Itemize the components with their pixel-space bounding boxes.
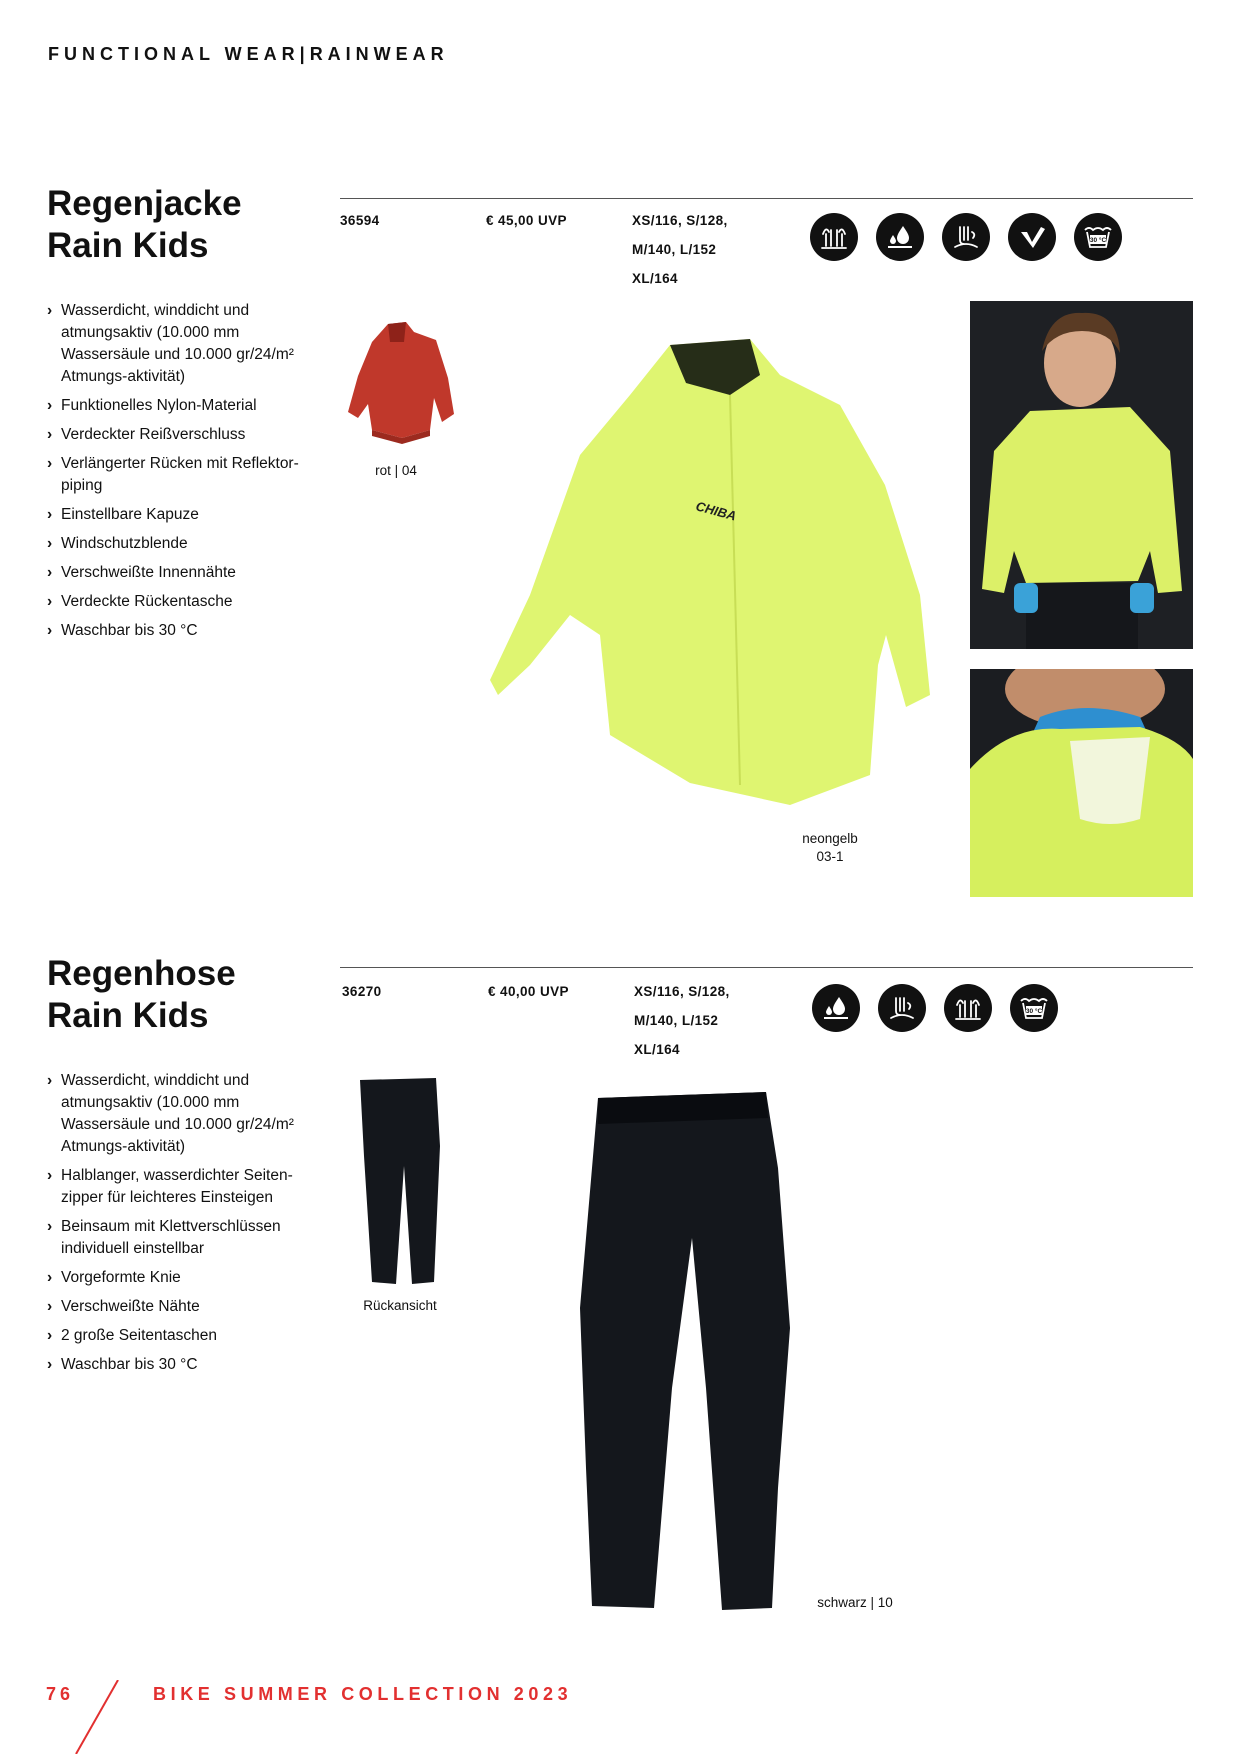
waterproof-icon bbox=[876, 213, 924, 261]
footer-slash bbox=[72, 1680, 122, 1754]
size-list bbox=[634, 977, 730, 1064]
variant-caption-line2: 03-1 bbox=[816, 849, 844, 864]
feature-item: › Waschbar bis 30 °C bbox=[47, 620, 317, 642]
variant-caption: Rückansicht bbox=[363, 1298, 437, 1313]
brand-logo: CHIBA bbox=[694, 498, 738, 524]
feature-item: › 2 große Seitentaschen bbox=[47, 1325, 317, 1347]
divider bbox=[340, 198, 1193, 199]
variant-caption bbox=[780, 830, 880, 866]
feature-item: › Verdeckter Reißverschluss bbox=[47, 424, 317, 446]
jacket-red-image bbox=[344, 318, 456, 446]
care-icons bbox=[812, 984, 1058, 1032]
jacket-neon-image bbox=[490, 335, 930, 810]
breathable-icon bbox=[810, 213, 858, 261]
section-header: FUNCTIONAL WEAR|RAINWEAR bbox=[48, 44, 449, 64]
feature-item: › Verlängerter Rücken mit Reflektor-piping bbox=[47, 453, 317, 497]
reflective-icon bbox=[1008, 213, 1056, 261]
care-icons bbox=[810, 213, 1122, 261]
windproof-icon bbox=[878, 984, 926, 1032]
variant-caption: schwarz | 10 bbox=[817, 1595, 893, 1610]
variant-caption: rot | 04 bbox=[375, 463, 417, 478]
wash-30-icon bbox=[1010, 984, 1058, 1032]
product-title-line1: Regenhose bbox=[47, 954, 236, 993]
model-photo-front bbox=[970, 301, 1193, 649]
pants-front-image bbox=[578, 1088, 792, 1612]
wash-label: 30 °C bbox=[1025, 1008, 1043, 1015]
size-line: XL/164 bbox=[634, 1042, 680, 1057]
article-number: 36270 bbox=[342, 984, 382, 999]
page-number: 76 bbox=[46, 1684, 75, 1704]
wash-30-icon bbox=[1074, 213, 1122, 261]
product-title-line1: Regenjacke bbox=[47, 184, 242, 223]
breathable-icon bbox=[944, 984, 992, 1032]
size-line: XS/116, S/128, bbox=[632, 213, 728, 228]
feature-list bbox=[47, 300, 317, 649]
product-title-jacket bbox=[47, 183, 242, 267]
price: € 40,00 UVP bbox=[488, 984, 569, 999]
size-list bbox=[632, 206, 728, 293]
product-title-line2: Rain Kids bbox=[47, 226, 209, 265]
feature-item: › Wasserdicht, winddicht und atmungsaktiv (10.000 mm Wassersäule und 10.000 gr/24/m² Atmungs-aktivität) bbox=[47, 300, 317, 388]
size-line: M/140, L/152 bbox=[632, 242, 717, 257]
divider bbox=[340, 967, 1193, 968]
feature-item: › Verdeckte Rückentasche bbox=[47, 591, 317, 613]
model-photo-back bbox=[970, 669, 1193, 897]
feature-list bbox=[47, 1070, 317, 1383]
size-line: XL/164 bbox=[632, 271, 678, 286]
windproof-icon bbox=[942, 213, 990, 261]
feature-item: › Beinsaum mit Klettverschlüssen individuell einstellbar bbox=[47, 1216, 317, 1260]
feature-item: › Halblanger, wasserdichter Seiten-zipper für leichteres Einsteigen bbox=[47, 1165, 317, 1209]
size-line: XS/116, S/128, bbox=[634, 984, 730, 999]
variant-caption-line1: neongelb bbox=[802, 831, 858, 846]
price: € 45,00 UVP bbox=[486, 213, 567, 228]
feature-item: › Wasserdicht, winddicht und atmungsaktiv (10.000 mm Wassersäule und 10.000 gr/24/m² Atmungs-aktivität) bbox=[47, 1070, 317, 1158]
product-title-line2: Rain Kids bbox=[47, 996, 209, 1035]
feature-item: › Waschbar bis 30 °C bbox=[47, 1354, 317, 1376]
feature-item: › Einstellbare Kapuze bbox=[47, 504, 317, 526]
collection-title: BIKE SUMMER COLLECTION 2023 bbox=[153, 1684, 573, 1704]
feature-item: › Verschweißte Nähte bbox=[47, 1296, 317, 1318]
size-line: M/140, L/152 bbox=[634, 1013, 719, 1028]
product-title-pants bbox=[47, 953, 236, 1037]
feature-item: › Verschweißte Innennähte bbox=[47, 562, 317, 584]
feature-item: › Funktionelles Nylon-Material bbox=[47, 395, 317, 417]
wash-label: 30 °C bbox=[1089, 237, 1107, 244]
feature-item: › Vorgeformte Knie bbox=[47, 1267, 317, 1289]
pants-back-image bbox=[356, 1076, 442, 1286]
waterproof-icon bbox=[812, 984, 860, 1032]
feature-item: › Windschutzblende bbox=[47, 533, 317, 555]
article-number: 36594 bbox=[340, 213, 380, 228]
